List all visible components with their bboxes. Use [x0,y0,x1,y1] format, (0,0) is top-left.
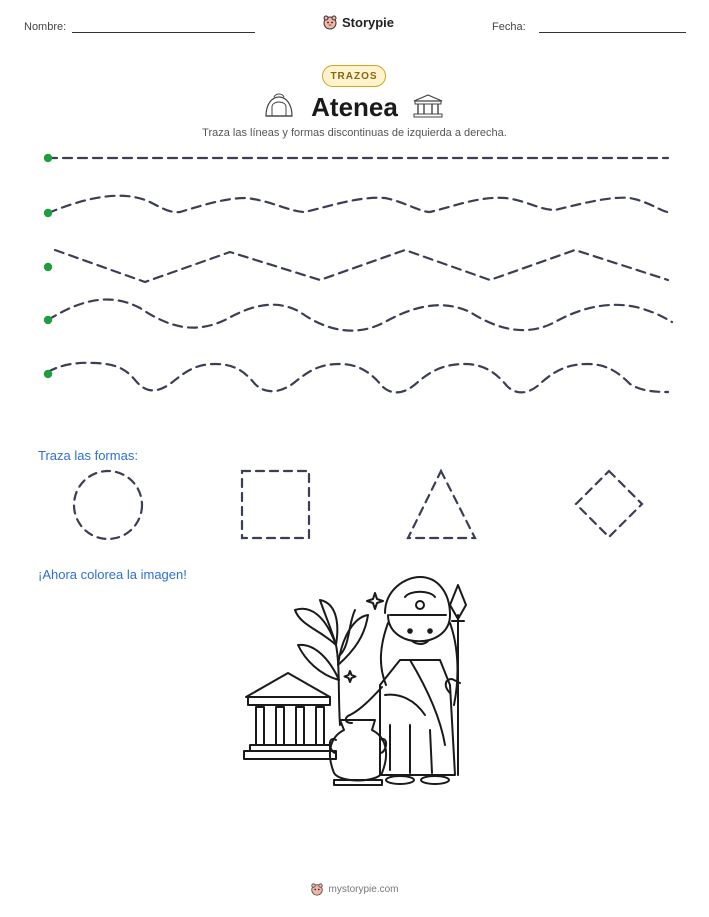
trace-shapes-area [0,460,709,550]
footer-url[interactable]: mystorypie.com [328,883,399,895]
page-title: Atenea [311,92,398,122]
date-label: Fecha: [492,21,526,33]
name-line [72,32,255,33]
footer [0,882,709,896]
trace-diamond[interactable] [576,471,642,537]
start-dot-5 [44,370,52,378]
brand-logo [322,14,394,30]
brand-name: Storypie [342,14,395,30]
name-label: Nombre: [24,21,67,33]
color-section-label: ¡Ahora colorea la imagen! [38,567,187,582]
start-dot-3 [44,263,52,271]
date-line [539,32,686,33]
trace-square[interactable] [242,471,309,538]
category-badge: TRAZOS [322,65,386,87]
trace-line-wave-2[interactable] [48,299,672,330]
athena-coloring-image[interactable] [240,575,470,790]
trace-line-zigzag[interactable] [55,250,668,282]
storypie-mascot-icon [310,882,324,896]
temple-icon [412,94,444,118]
start-dot-2 [44,209,52,217]
start-dot-1 [44,154,52,162]
trace-circle[interactable] [74,471,142,539]
shapes-section-label: Traza las formas: [38,448,138,463]
trace-triangle[interactable] [408,471,475,538]
instructions: Traza las líneas y formas discontinuas de izquierda a derecha. [202,127,507,139]
trace-line-wave[interactable] [48,196,668,213]
start-dot-4 [44,316,52,324]
trace-line-bumps[interactable] [48,363,668,393]
storypie-mascot-icon [322,14,338,30]
trace-lines-area [0,140,709,410]
